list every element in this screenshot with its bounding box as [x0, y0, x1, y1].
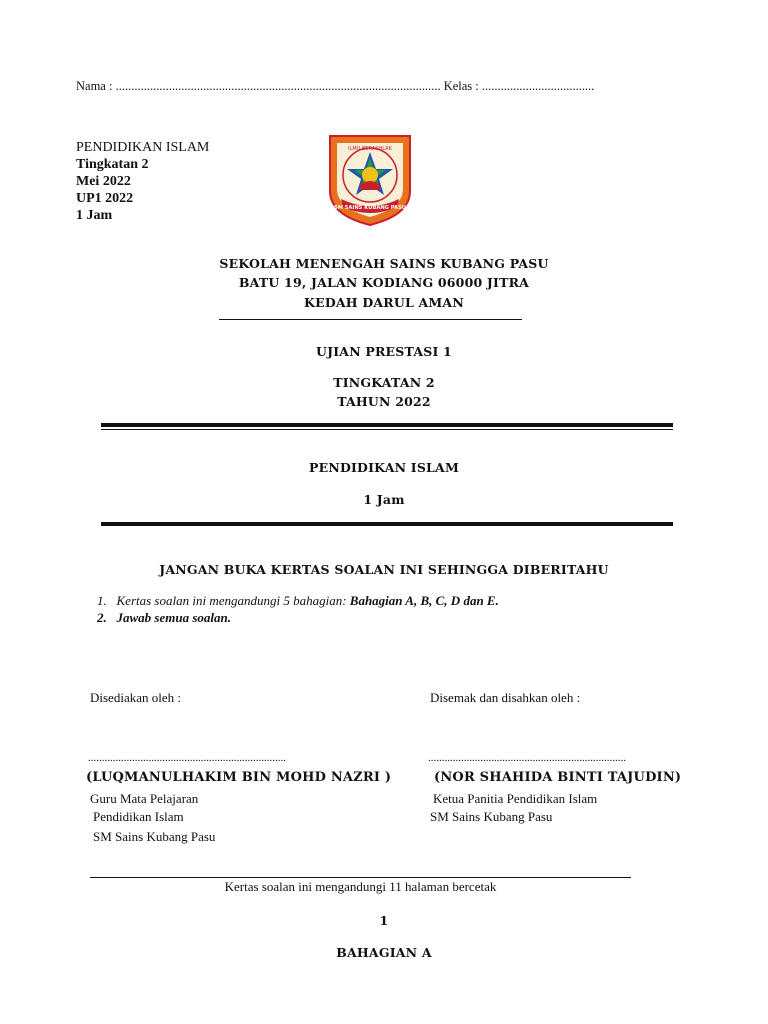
school-underline	[219, 319, 522, 320]
instruction-1	[97, 593, 499, 609]
checker-role: Ketua Panitia Pendidikan Islam	[433, 791, 598, 806]
footer-rule	[90, 877, 631, 878]
checked-by-label: Disemak dan disahkan oleh :	[430, 690, 581, 705]
logo-banner-text: SM SAINS KUBANG PASU	[333, 205, 407, 211]
checker-school: SM Sains Kubang Pasu	[430, 809, 553, 824]
school-logo	[327, 133, 413, 227]
header-exam-code: UP1 2022	[76, 191, 134, 206]
header-left-block	[76, 139, 209, 224]
thick-rule-top	[101, 423, 673, 427]
checker-name: (NOR SHAHIDA BINTI TAJUDIN)	[434, 770, 682, 785]
school-address: BATU 19, JALAN KODIANG 06000 JITRA	[238, 275, 530, 290]
instruction-2	[97, 610, 231, 626]
school-state: KEDAH DARUL AMAN	[304, 295, 464, 310]
preparer-school: SM Sains Kubang Pasu	[93, 829, 216, 844]
prepared-by-label: Disediakan oleh :	[90, 690, 181, 705]
page-number: 1	[379, 913, 389, 928]
exam-duration: 1 Jam	[363, 492, 405, 507]
exam-form: TINGKATAN 2	[333, 375, 435, 390]
header-form-level: Tingkatan 2	[76, 157, 149, 172]
instruction-1-text: Kertas soalan ini mengandungi 5 bahagian:	[116, 593, 350, 608]
instruction-1-sections: Bahagian A, B, C, D dan E.	[349, 593, 499, 608]
instruction-2-text: Jawab semua soalan.	[116, 610, 231, 625]
instruction-2-number: 2.	[97, 610, 107, 625]
thin-rule-top	[101, 429, 673, 430]
preparer-dept: Pendidikan Islam	[93, 809, 184, 824]
preparer-name: (LUQMANULHAKIM BIN MOHD NAZRI )	[86, 770, 392, 785]
header-subject: PENDIDIKAN ISLAM	[76, 140, 210, 155]
warning-text: JANGAN BUKA KERTAS SOALAN INI SEHINGGA DIBERITAHU	[159, 562, 609, 577]
school-name: SEKOLAH MENENGAH SAINS KUBANG PASU	[219, 256, 549, 271]
header-duration: 1 Jam	[76, 208, 113, 223]
exam-year: TAHUN 2022	[337, 394, 431, 409]
preparer-role: Guru Mata Pelajaran	[90, 791, 199, 806]
next-section-heading: BAHAGIAN A	[336, 945, 432, 960]
logo-ring-text: ILMU BERAKHLAK	[348, 146, 392, 152]
signature-dots-right: ........................................................................	[428, 752, 626, 764]
pages-note: Kertas soalan ini mengandungi 11 halaman bercetak	[224, 879, 497, 894]
signature-dots-left: ........................................................................	[88, 752, 286, 764]
header-month: Mei 2022	[76, 174, 131, 189]
exam-subject: PENDIDIKAN ISLAM	[309, 460, 459, 475]
thick-rule-bottom	[101, 522, 673, 526]
exam-title: UJIAN PRESTASI 1	[316, 344, 452, 359]
instruction-1-number: 1.	[97, 593, 107, 608]
name-class-field: Nama : ........................................................................................................ Kelas : ....................................	[76, 79, 595, 93]
